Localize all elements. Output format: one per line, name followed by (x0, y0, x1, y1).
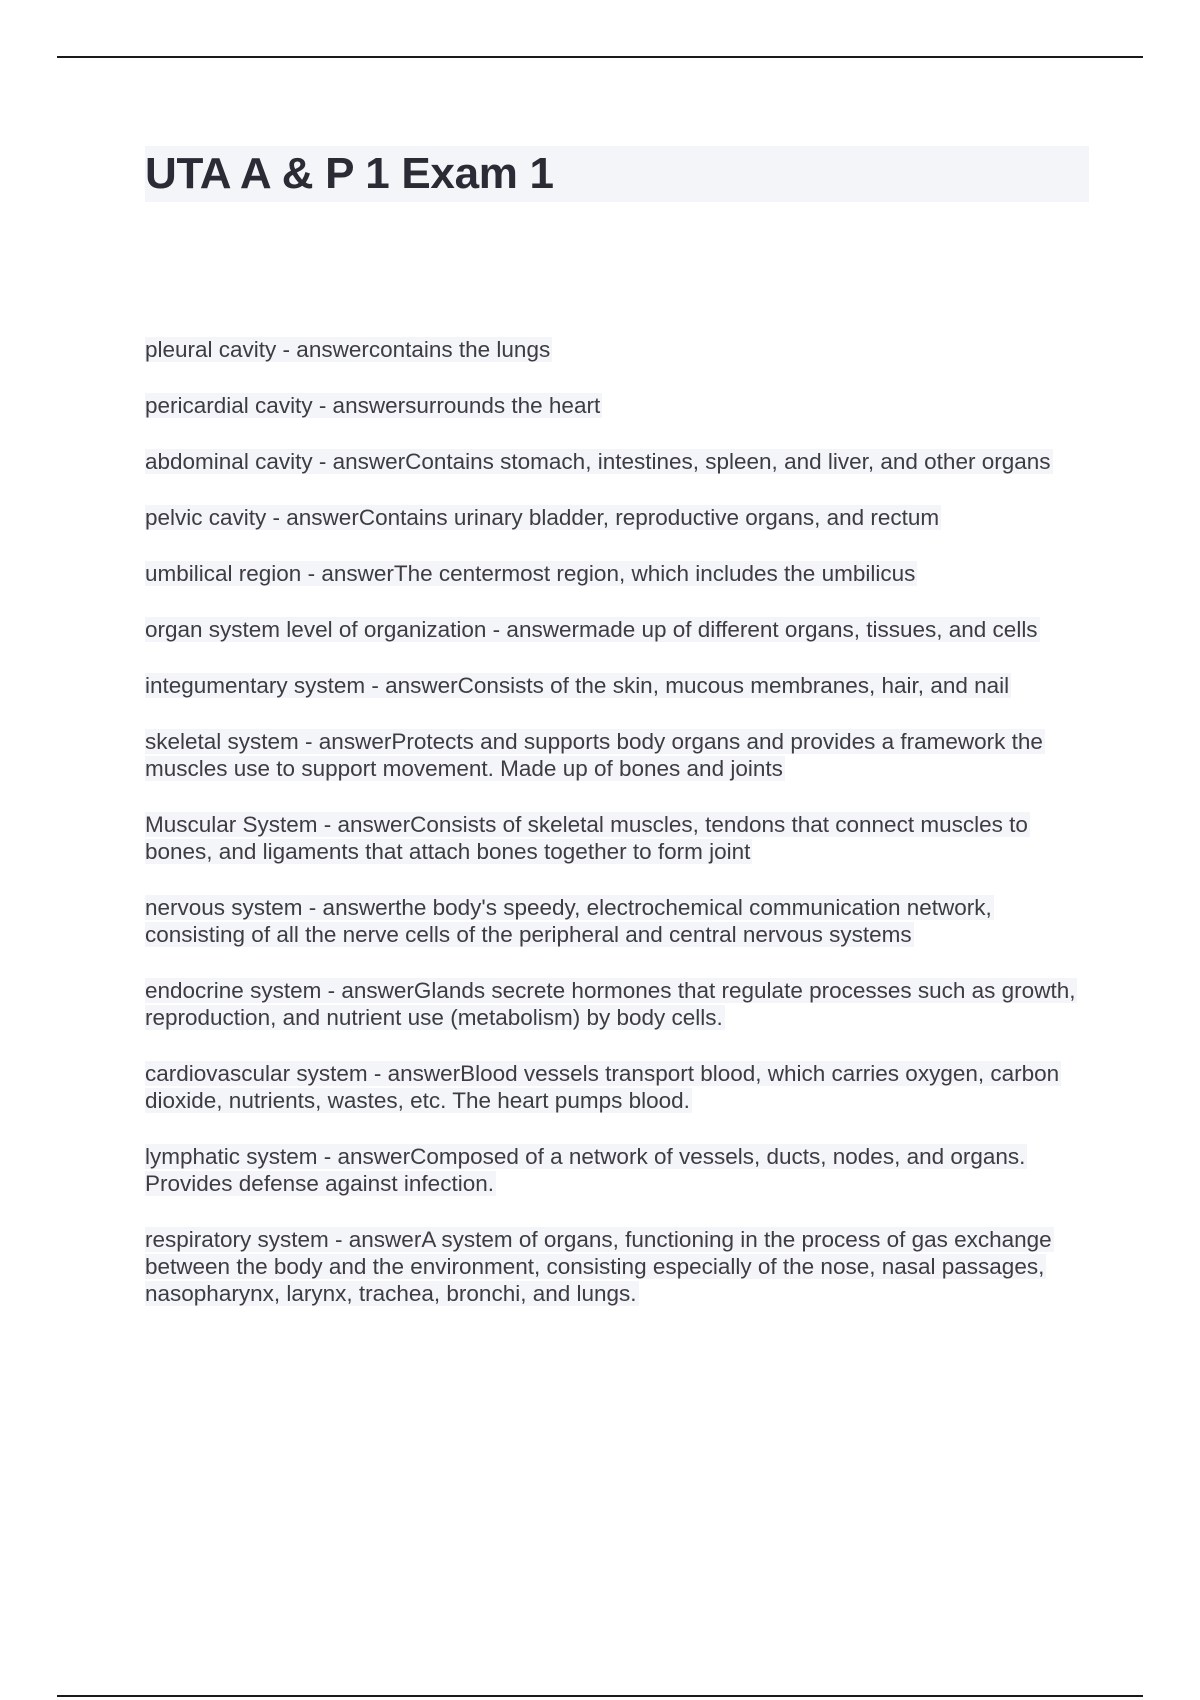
list-item (145, 616, 1085, 643)
entry-text: pleural cavity - answercontains the lungs (145, 337, 551, 362)
entry-text: abdominal cavity - answerContains stomach, intestines, spleen, and liver, and other organs (145, 449, 1051, 474)
list-item (145, 811, 1085, 865)
entry-text: Muscular System - answerConsists of skeletal muscles, tendons that connect muscles to bones, and ligaments that attach bones together to form joint (145, 812, 1028, 864)
list-item (145, 977, 1085, 1031)
entry-text: pericardial cavity - answersurrounds the heart (145, 393, 601, 418)
list-item (145, 504, 1085, 531)
entry-text: integumentary system - answerConsists of the skin, mucous membranes, hair, and nail (145, 673, 1010, 698)
page-title: UTA A & P 1 Exam 1 (145, 149, 554, 198)
entry-text: pelvic cavity - answerContains urinary bladder, reproductive organs, and rectum (145, 505, 940, 530)
entry-text: respiratory system - answerA system of organs, functioning in the process of gas exchange between the body and the environment, consisting especially of the nose, nasal passages, nasopharynx, larynx, trachea, bronchi, and lungs. (145, 1227, 1052, 1306)
entry-text: lymphatic system - answerComposed of a network of vessels, ducts, nodes, and organs. Provides defense against infection. (145, 1144, 1026, 1196)
list-item (145, 1226, 1085, 1307)
flashcard-list (145, 336, 1085, 1336)
list-item (145, 894, 1085, 948)
entry-text: organ system level of organization - answermade up of different organs, tissues, and cells (145, 617, 1038, 642)
entry-text: skeletal system - answerProtects and supports body organs and provides a framework the muscles use to support movement. Made up of bones and joints (145, 729, 1043, 781)
list-item (145, 728, 1085, 782)
list-item (145, 672, 1085, 699)
list-item (145, 1060, 1085, 1114)
list-item (145, 1143, 1085, 1197)
page-top-rule (57, 56, 1143, 58)
list-item (145, 448, 1085, 475)
entry-text: nervous system - answerthe body's speedy, electrochemical communication network, consisting of all the nerve cells of the peripheral and central nervous systems (145, 895, 992, 947)
list-item (145, 336, 1085, 363)
list-item (145, 392, 1085, 419)
list-item (145, 560, 1085, 587)
entry-text: umbilical region - answerThe centermost region, which includes the umbilicus (145, 561, 916, 586)
entry-text: endocrine system - answerGlands secrete hormones that regulate processes such as growth, reproduction, and nutrient use (metabolism) by body cells. (145, 978, 1076, 1030)
entry-text: cardiovascular system - answerBlood vessels transport blood, which carries oxygen, carbon dioxide, nutrients, wastes, etc. The heart pumps blood. (145, 1061, 1060, 1113)
page-bottom-rule (57, 1695, 1143, 1697)
